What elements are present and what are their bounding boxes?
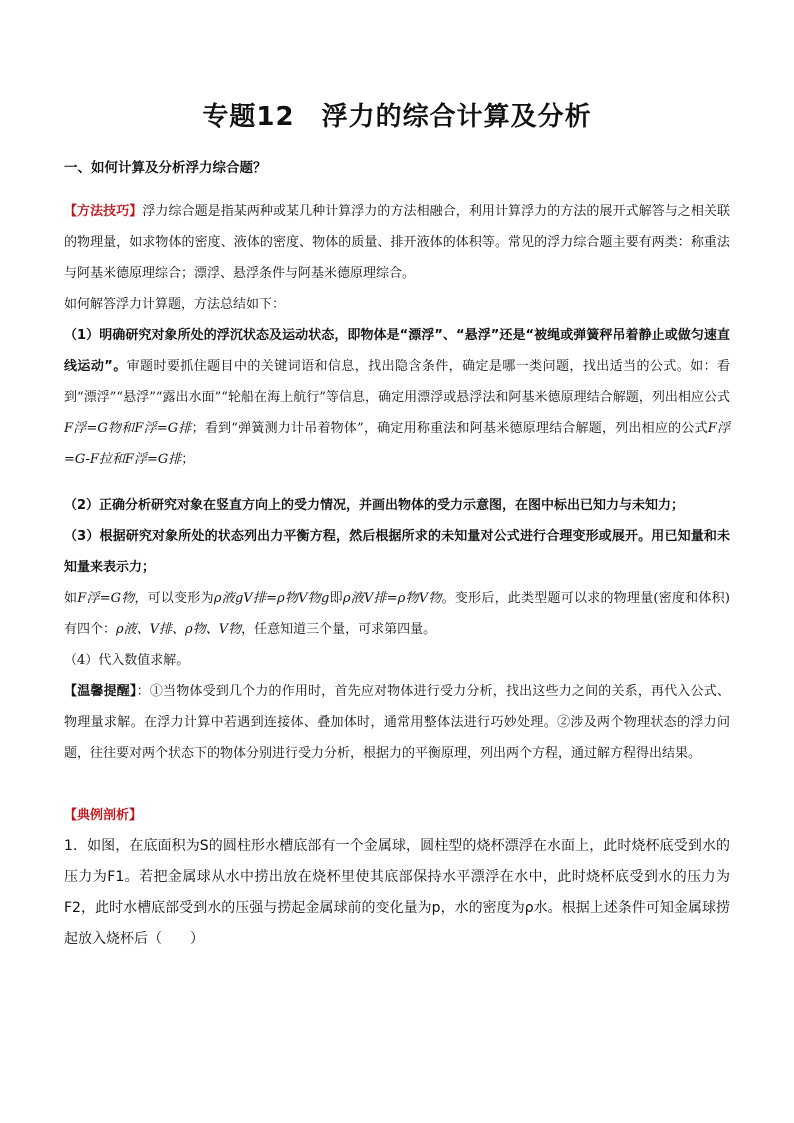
question-1: 1．如图，在底面积为S的圆柱形水槽底部有一个金属球，圆柱型的烧杯漂浮在水面上，此时烧杯底受到水的压力为F1。若把金属球从水中捞出放在烧杯里使其底部保持水平漂浮在水中，此时烧杯底受到水的压力为F2，此时水槽底部受到水的压强与捞起金属球前的变化量为p，水的密度为ρ水。根据上述条件可知金属球捞起放入烧杯后（ ）	[64, 838, 730, 947]
step1-formula2: F浮=G-F拉和F浮=G排	[64, 421, 730, 467]
formula-mid2: 即	[329, 591, 343, 606]
formula-f1: F浮=G物	[77, 591, 135, 606]
step4-paragraph: （4）代入数值求解。	[64, 653, 190, 668]
step2-paragraph: （2）正确分析研究对象在竖直方向上的受力情况，并画出物体的受力示意图，在图中标出已知力与未知力；	[64, 498, 685, 513]
example-tag: 【典例剖析】	[64, 808, 143, 823]
step1-formula1: F浮=G物和F浮=G排	[64, 421, 192, 436]
method-tag: 【方法技巧】	[64, 204, 143, 219]
tips-paragraph	[64, 676, 730, 769]
formula-mid: ，可以变形为	[134, 591, 214, 606]
formula-f4: ρ液、V排、ρ物、V物	[116, 622, 242, 637]
formula-f2: ρ液gV排=ρ物V物g	[213, 591, 330, 606]
formula-f3: ρ液V排=ρ物V物	[342, 591, 442, 606]
step3-paragraph: （3）根据研究对象所处的状态列出力平衡方程，然后根据所求的未知量对公式进行合理变形或展开。用已知量和未知量来表示力；	[64, 529, 730, 575]
method-text: 浮力综合题是指某两种或某几种计算浮力的方法相融合，利用计算浮力的方法的展开式解答与之相关联的物理量，如求物体的密度、液体的密度、物体的质量、排开液体的体积等。常见的浮力综合题主要有两类：称重法与阿基米德原理综合；漂浮、悬浮条件与阿基米德原理综合。	[64, 204, 730, 281]
page-title: 专题12 浮力的综合计算及分析	[202, 102, 592, 132]
step1-end: ；	[181, 452, 195, 467]
method-paragraph	[64, 196, 730, 289]
step1-bold: （1）明确研究对象所处的浮沉状态及运动状态，即物体是“漂浮”、“悬浮”还是“被绳或弹簧秤吊着静止或做匀速直线运动”。	[64, 328, 730, 374]
summary-intro: 如何解答浮力计算题，方法总结如下：	[64, 297, 286, 312]
tips-text: ：①当物体受到几个力的作用时，首先应对物体进行受力分析，找出这些力之间的关系，再代入公式、物理量求解。在浮力计算中若遇到连接体、叠加体时，通常用整体法进行巧妙处理。②涉及两个物理状态的浮力问题，往往要对两个状态下的物体分别进行受力分析，根据力的平衡原理，列出两个方程，通过解方程得出结果。	[64, 684, 730, 761]
formula-post: 。变形后，此类型题可以求的物理量(密度和体积)有四个：	[64, 591, 730, 637]
step1-paragraph	[64, 320, 730, 475]
section-heading: 一、如何计算及分析浮力综合题？	[64, 160, 267, 176]
step1-text: 审题时要抓住题目中的关键词语和信息，找出隐含条件，确定是哪一类问题，找出适当的公式。如：看到“漂浮”“悬浮”“露出水面”“轮船在海上航行”等信息，确定用漂浮或悬浮法和阿基米德原理结合解题，列出相应公式	[64, 359, 730, 405]
formula-pre: 如	[64, 591, 78, 606]
formula-paragraph	[64, 583, 730, 645]
formula-post2: ，任意知道三个量，可求第四量。	[241, 622, 437, 637]
step1-text2: ；看到“弹簧测力计吊着物体”，确定用称重法和阿基米德原理结合解题，列出相应的公式	[191, 421, 708, 436]
tips-tag: 【温馨提醒】	[64, 684, 137, 699]
